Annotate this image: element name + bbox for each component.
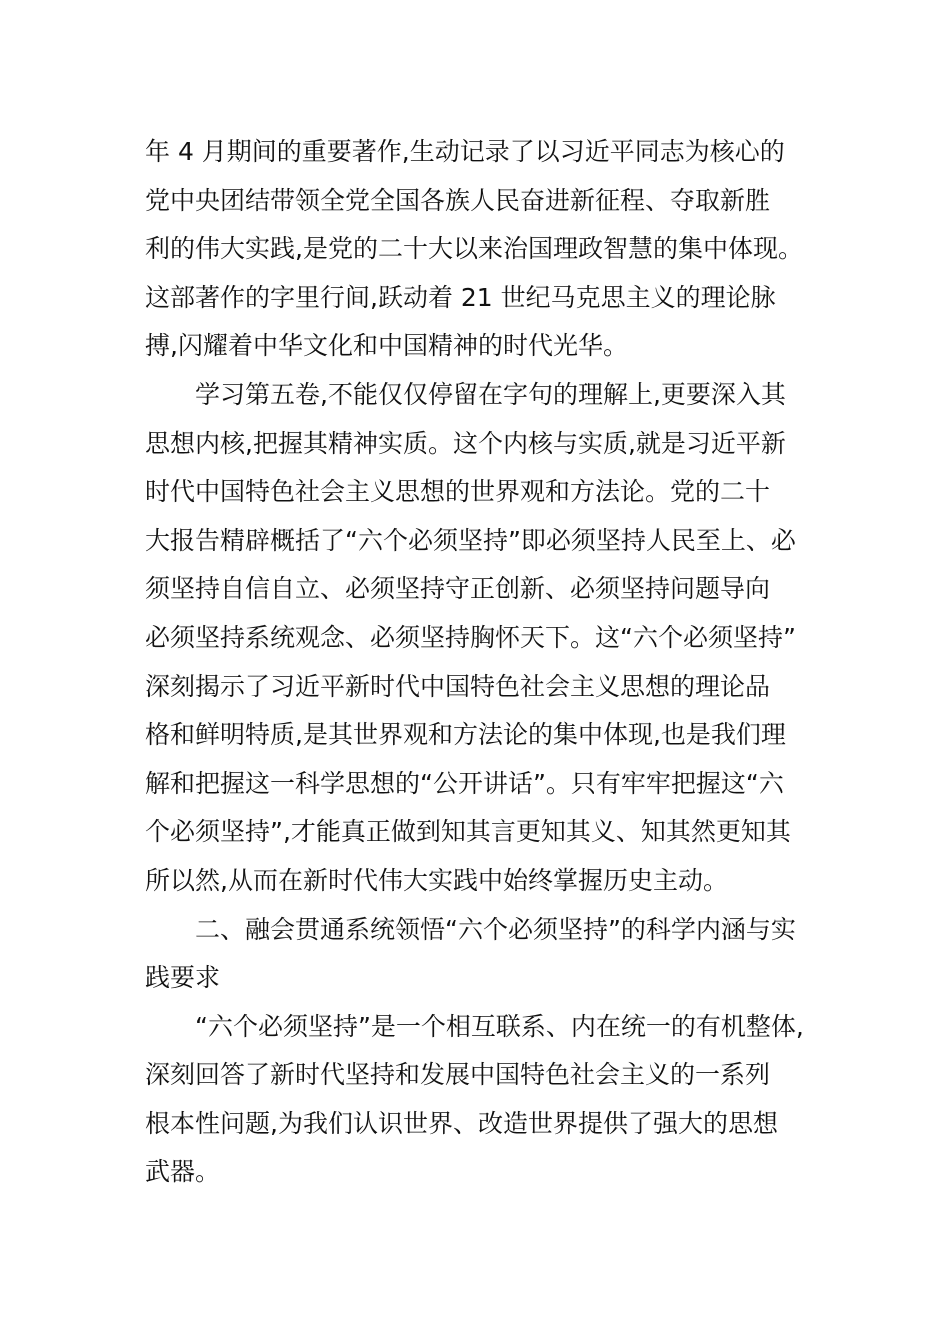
- text-line: 党中央团结带领全党全国各族人民奋进新征程、夺取新胜: [145, 185, 771, 215]
- text-line: 必须坚持系统观念、必须坚持胸怀天下。这“六个必须坚持”: [145, 622, 796, 652]
- text-line: 这部著作的字里行间,跃动着 21 世纪马克思主义的理论脉: [145, 282, 776, 312]
- text-line: 须坚持自信自立、必须坚持守正创新、必须坚持问题导向: [145, 574, 771, 604]
- text-line: 思想内核,把握其精神实质。这个内核与实质,就是习近平新: [145, 428, 786, 458]
- text-line: 深刻揭示了习近平新时代中国特色社会主义思想的理论品: [145, 671, 771, 701]
- section-heading-line: 践要求: [145, 963, 221, 993]
- text-line: 年 4 月期间的重要著作,生动记录了以习近平同志为核心的: [145, 137, 785, 166]
- text-line: 解和把握这一科学思想的“公开讲话”。只有牢牢把握这“六: [145, 768, 784, 798]
- body-text: [145, 128, 825, 1197]
- text-line: 个必须坚持”,才能真正做到知其言更知其义、知其然更知其: [145, 817, 791, 847]
- text-line: 利的伟大实践,是党的二十大以来治国理政智慧的集中体现。: [145, 234, 803, 264]
- paragraph-start-line: “六个必须坚持”是一个相互联系、内在统一的有机整体,: [195, 1011, 804, 1041]
- text-line: 武器。: [145, 1157, 221, 1187]
- section-heading-line: 二、融会贯通系统领悟“六个必须坚持”的科学内涵与实: [195, 914, 796, 944]
- text-line: 大报告精辟概括了“六个必须坚持”即必须坚持人民至上、必: [145, 525, 796, 555]
- text-line: 所以然,从而在新时代伟大实践中始终掌握历史主动。: [145, 865, 728, 895]
- text-line: 深刻回答了新时代坚持和发展中国特色社会主义的一系列: [145, 1060, 771, 1090]
- text-line: 时代中国特色社会主义思想的世界观和方法论。党的二十: [145, 477, 771, 507]
- text-line: 根本性问题,为我们认识世界、改造世界提供了强大的思想: [145, 1108, 778, 1138]
- text-line: 格和鲜明特质,是其世界观和方法论的集中体现,也是我们理: [145, 720, 786, 750]
- paragraph-start-line: 学习第五卷,不能仅仅停留在字句的理解上,更要深入其: [195, 379, 786, 409]
- text-line: 搏,闪耀着中华文化和中国精神的时代光华。: [145, 331, 628, 361]
